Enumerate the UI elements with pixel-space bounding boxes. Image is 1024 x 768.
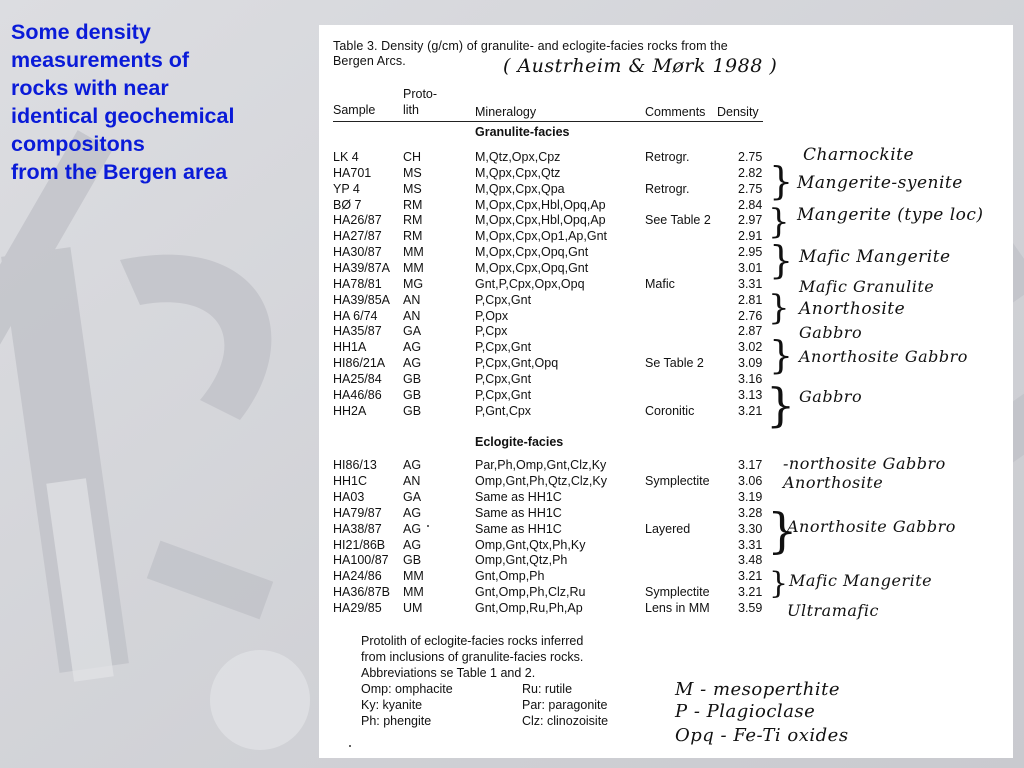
density-cell: 3.30 — [738, 521, 763, 536]
protolith-cell: GB — [403, 371, 422, 386]
handwritten-annotation: Anorthosite — [783, 473, 884, 492]
density-cell: 3.09 — [738, 356, 763, 371]
mineralogy-cell: M,Opx,Cpx,Opq,Gnt — [475, 260, 589, 275]
sample-cell: HH1A — [333, 340, 367, 355]
protolith-cell: GA — [403, 324, 422, 339]
density-cell: 3.21 — [738, 585, 763, 600]
mineralogy-cell: M,Qpx,Cpx,Qpa — [475, 181, 565, 196]
density-cell: 2.95 — [738, 245, 763, 260]
mineralogy-cell: P,Opx — [475, 308, 509, 323]
comments-cell: Lens in MM — [645, 601, 710, 616]
table-row — [319, 308, 1013, 324]
sample-cell: YP 4 — [333, 181, 360, 196]
slide-title-line: measurements of — [11, 48, 190, 72]
mineralogy-cell: Gnt,Omp,Ru,Ph,Ap — [475, 601, 583, 616]
header-sample: Sample — [333, 103, 376, 117]
handwritten-annotation: Anorthosite Gabbro — [787, 517, 956, 536]
slide-title — [11, 18, 311, 186]
mineralogy-cell: P,Cpx,Gnt — [475, 292, 532, 307]
protolith-cell: MM — [403, 260, 424, 275]
density-cell: 3.17 — [738, 458, 763, 472]
granulite-section-title: Granulite-facies — [475, 125, 570, 139]
mineralogy-cell: Same as HH1C — [475, 505, 562, 520]
sample-cell: HA39/85A — [333, 292, 390, 307]
protolith-cell: RM — [403, 197, 423, 212]
sample-cell: HH2A — [333, 403, 367, 418]
comments-cell: Retrogr. — [645, 181, 690, 196]
brace-icon: } — [769, 333, 794, 377]
protolith-cell: MM — [403, 245, 424, 260]
scan-speck — [427, 525, 429, 527]
mineralogy-cell: P,Cpx,Gnt — [475, 340, 532, 355]
handwritten-annotation: Gabbro — [799, 323, 863, 342]
slide-title-line: rocks with near — [11, 76, 169, 100]
density-cell: 3.59 — [738, 601, 763, 616]
brace-icon: } — [767, 503, 798, 559]
mineralogy-cell: P,Cpx,Gnt — [475, 387, 532, 402]
protolith-cell: AN — [403, 292, 421, 307]
protolith-cell: MG — [403, 276, 424, 291]
table-row — [319, 600, 1013, 616]
mineralogy-cell: Same as HH1C — [475, 521, 562, 536]
density-cell: 3.28 — [738, 505, 763, 520]
abbreviation: Par: paragonite — [522, 698, 608, 712]
sample-cell: HI86/13 — [333, 458, 377, 472]
density-cell: 3.02 — [738, 340, 763, 355]
table-row — [319, 489, 1013, 505]
abbreviation: Ru: rutile — [522, 682, 573, 696]
sample-cell: HA38/87 — [333, 521, 382, 536]
handwritten-annotation: Ultramafic — [787, 601, 879, 620]
sample-cell: HA25/84 — [333, 371, 382, 386]
abbreviation: Ph: phengite — [361, 714, 432, 728]
header-comments: Comments — [645, 105, 706, 119]
sample-cell: HA36/87B — [333, 585, 390, 600]
slide-title-line: compositons — [11, 132, 145, 156]
abbreviation: Omp: omphacite — [361, 682, 453, 696]
table-row — [319, 387, 1013, 403]
table-row — [319, 537, 1013, 553]
density-cell: 3.31 — [738, 276, 763, 291]
notes-line: Abbreviations se Table 1 and 2. — [361, 666, 536, 680]
mineralogy-cell: P,Cpx,Gnt,Opq — [475, 356, 559, 371]
sample-cell: HH1C — [333, 473, 368, 488]
sample-cell: HA701 — [333, 165, 372, 180]
density-cell: 3.13 — [738, 387, 763, 402]
mineralogy-cell: M,Opx,Cpx,Opq,Gnt — [475, 245, 589, 260]
density-cell: 2.75 — [738, 181, 763, 196]
protolith-cell: CH — [403, 150, 422, 164]
handwritten-legend-line: M - mesoperthite — [675, 679, 840, 700]
sample-cell: HA78/81 — [333, 276, 382, 291]
header-protolith-line2: lith — [403, 103, 419, 117]
mineralogy-cell: Omp,Gnt,Qtx,Ph,Ky — [475, 537, 586, 552]
slide-title-line: identical geochemical — [11, 104, 235, 128]
handwritten-legend-line: Opq - Fe-Ti oxides — [675, 725, 849, 746]
mineralogy-cell: P,Cpx — [475, 324, 508, 339]
handwritten-annotation: Mangerite-syenite — [797, 173, 963, 193]
notes-line: from inclusions of granulite-facies rocks. — [361, 650, 584, 664]
sample-cell: HA79/87 — [333, 505, 382, 520]
comments-cell: Layered — [645, 521, 691, 536]
protolith-cell: AG — [403, 340, 422, 355]
density-cell: 3.31 — [738, 537, 763, 552]
table-row — [319, 323, 1013, 339]
handwritten-annotation: -northosite Gabbro — [783, 454, 946, 473]
caption-line: Table 3. Density (g/cm) of granulite- and eclogite-facies rocks from the — [333, 39, 728, 53]
sample-cell: HA 6/74 — [333, 308, 378, 323]
density-cell: 2.87 — [738, 324, 763, 339]
protolith-cell: AG — [403, 521, 422, 536]
brace-icon: } — [769, 159, 794, 203]
comments-cell: See Table 2 — [645, 213, 711, 228]
scan-speck — [349, 745, 351, 747]
protolith-cell: RM — [403, 229, 423, 244]
protolith-cell: AG — [403, 505, 422, 520]
protolith-cell: GB — [403, 553, 422, 568]
mineralogy-cell: P,Cpx,Gnt — [475, 371, 532, 386]
handwritten-legend-line: P - Plagioclase — [675, 701, 816, 722]
handwritten-annotation: Mafic Mangerite — [789, 571, 933, 590]
density-cell: 2.91 — [738, 229, 763, 244]
density-cell: 2.81 — [738, 292, 763, 307]
sample-cell: HA100/87 — [333, 553, 389, 568]
protolith-cell: UM — [403, 601, 423, 616]
comments-cell: Mafic — [645, 276, 675, 291]
sample-cell: LK 4 — [333, 150, 359, 164]
density-cell: 3.21 — [738, 403, 763, 418]
mineralogy-cell: Gnt,Omp,Ph,Clz,Ru — [475, 585, 586, 600]
mineralogy-cell: M,Opx,Cpx,Hbl,Opq,Ap — [475, 213, 606, 228]
mineralogy-cell: Gnt,P,Cpx,Opx,Opq — [475, 276, 585, 291]
protolith-cell: GB — [403, 387, 422, 402]
brace-icon: } — [768, 202, 790, 242]
scanned-table-image — [319, 25, 1013, 758]
mineralogy-cell: Omp,Gnt,Qtz,Ph — [475, 553, 568, 568]
comments-cell: Symplectite — [645, 473, 710, 488]
handwritten-annotation: Mafic Granulite — [799, 277, 935, 296]
protolith-cell: AG — [403, 458, 422, 472]
table-row — [319, 473, 1013, 489]
sample-cell: HA46/86 — [333, 387, 382, 402]
eclogite-section-title: Eclogite-facies — [475, 435, 564, 449]
mineralogy-cell: Par,Ph,Omp,Gnt,Clz,Ky — [475, 458, 607, 472]
sample-cell: HA29/85 — [333, 601, 382, 616]
mineralogy-cell: P,Gnt,Cpx — [475, 403, 532, 418]
brace-icon: } — [769, 238, 794, 282]
header-density: Density — [717, 105, 759, 119]
mineralogy-cell: M,Qtz,Opx,Cpz — [475, 150, 561, 164]
brace-icon: } — [766, 378, 796, 432]
header-mineralogy: Mineralogy — [475, 105, 537, 119]
mineralogy-cell: Same as HH1C — [475, 489, 562, 504]
sample-cell: HA39/87A — [333, 260, 390, 275]
sample-cell: BØ 7 — [333, 197, 362, 212]
slide-title-line: Some density — [11, 20, 151, 44]
protolith-cell: GA — [403, 489, 422, 504]
header-protolith-line1: Proto- — [403, 87, 438, 101]
handwritten-annotation: Mafic Mangerite — [799, 247, 951, 267]
handwritten-reference: ( Austrheim & Mørk 1988 ) — [503, 55, 778, 77]
sample-cell: HI21/86B — [333, 537, 386, 552]
mineralogy-cell: M,Qpx,Cpx,Qtz — [475, 165, 561, 180]
protolith-cell: AG — [403, 537, 422, 552]
density-cell: 2.76 — [738, 308, 763, 323]
density-cell: 3.19 — [738, 489, 763, 504]
comments-cell: Coronitic — [645, 403, 695, 418]
sample-cell: HA30/87 — [333, 245, 382, 260]
handwritten-annotation: Charnockite — [803, 145, 915, 165]
density-cell: 3.06 — [738, 473, 763, 488]
handwritten-annotation: Mangerite (type loc) — [797, 205, 984, 225]
comments-cell: Se Table 2 — [645, 356, 704, 371]
mineralogy-cell: Gnt,Omp,Ph — [475, 569, 545, 584]
density-cell: 3.21 — [738, 569, 763, 584]
abbreviations-list — [361, 681, 661, 731]
protolith-cell: AN — [403, 473, 421, 488]
protolith-cell: AN — [403, 308, 421, 323]
header-rule — [333, 121, 763, 122]
table-row — [319, 403, 1013, 419]
sample-cell: HI86/21A — [333, 356, 386, 371]
density-cell: 3.01 — [738, 260, 763, 275]
handwritten-annotation: Anorthosite — [799, 299, 906, 319]
comments-cell: Retrogr. — [645, 150, 690, 164]
mineralogy-cell: M,Opx,Cpx,Hbl,Opq,Ap — [475, 197, 606, 212]
protolith-cell: MM — [403, 585, 424, 600]
sample-cell: HA26/87 — [333, 213, 382, 228]
abbreviation: Clz: clinozoisite — [522, 714, 609, 728]
brace-icon: } — [768, 288, 790, 328]
mineralogy-cell: Omp,Gnt,Ph,Qtz,Clz,Ky — [475, 473, 607, 488]
notes-line: Protolith of eclogite-facies rocks inferred — [361, 634, 584, 648]
sample-cell: HA27/87 — [333, 229, 382, 244]
sample-cell: HA35/87 — [333, 324, 382, 339]
comments-cell: Symplectite — [645, 585, 710, 600]
density-cell: 2.84 — [738, 197, 763, 212]
density-cell: 3.16 — [738, 371, 763, 386]
sample-cell: HA03 — [333, 489, 365, 504]
caption-line: Bergen Arcs. — [333, 54, 406, 68]
density-cell: 2.97 — [738, 213, 763, 228]
sample-cell: HA24/86 — [333, 569, 382, 584]
mineralogy-cell: M,Opx,Cpx,Op1,Ap,Gnt — [475, 229, 607, 244]
density-cell: 2.82 — [738, 165, 763, 180]
abbreviation: Ky: kyanite — [361, 698, 423, 712]
protolith-cell: RM — [403, 213, 423, 228]
protolith-cell: GB — [403, 403, 422, 418]
density-cell: 2.75 — [738, 150, 763, 164]
handwritten-annotation: Anorthosite Gabbro — [799, 347, 968, 366]
table-row — [319, 228, 1013, 244]
brace-icon: } — [769, 566, 789, 601]
table-row — [319, 552, 1013, 568]
slide-title-line: from the Bergen area — [11, 160, 228, 184]
density-cell: 3.48 — [738, 553, 763, 568]
table-row — [319, 371, 1013, 387]
protolith-cell: MS — [403, 181, 422, 196]
handwritten-annotation: Gabbro — [799, 387, 863, 406]
protolith-cell: MM — [403, 569, 424, 584]
protolith-cell: MS — [403, 165, 422, 180]
table-notes — [361, 633, 583, 681]
protolith-cell: AG — [403, 356, 422, 371]
